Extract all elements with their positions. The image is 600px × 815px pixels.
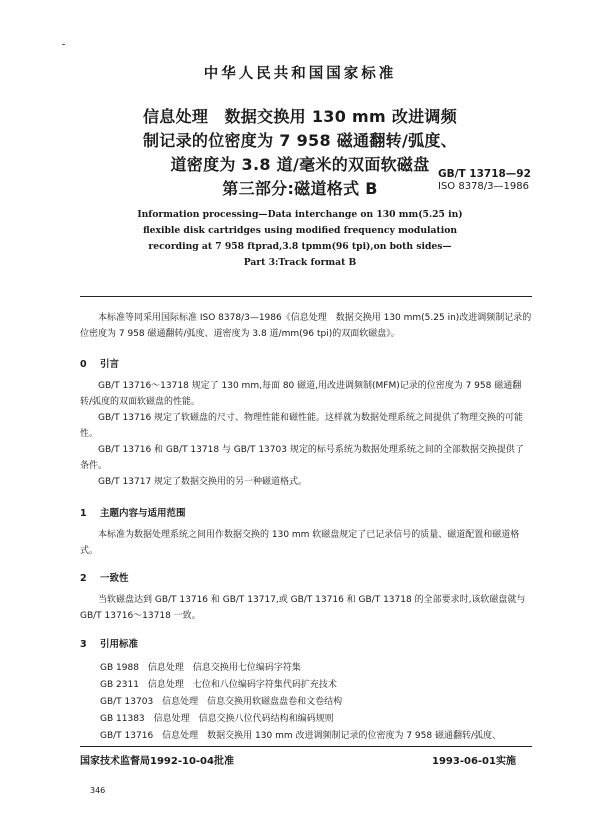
english-title-line-2: flexible disk cartridges using modified frequency modulation bbox=[142, 225, 458, 236]
section-0-paragraph-3: GB/T 13716 和 GB/T 13718 与 GB/T 13703 规定的标号系统为数据处理系统之间的全部数据交换提供了条件。 bbox=[80, 445, 524, 471]
iso-number: ISO 8378/3—1986 bbox=[438, 181, 529, 192]
standard-number: GB/T 13718—92 bbox=[438, 168, 531, 180]
section-0-paragraph-2: GB/T 13716 规定了软磁盘的尺寸、物理性能和磁性能。这样就为数据处理系统之间提供了物理交换的可能性。 bbox=[80, 413, 524, 439]
header-divider bbox=[80, 296, 532, 297]
section-title: 一致性 bbox=[100, 573, 129, 584]
scan-speck bbox=[62, 44, 65, 45]
section-number: 3 bbox=[80, 639, 87, 650]
reference-item: GB/T 13716 信息处理 数据交换用 130 mm 改进调频制记录的位密度为 7 958 磁通翻转/弧度、 bbox=[100, 731, 501, 741]
page-number: 346 bbox=[90, 786, 106, 795]
section-3-heading bbox=[80, 636, 138, 650]
footer-divider bbox=[80, 746, 532, 747]
section-0-heading bbox=[80, 356, 119, 370]
section-title: 引言 bbox=[100, 359, 120, 370]
english-title-line-3: recording at 7 958 ftprad,3.8 tpmm(96 tpi),on both sides— bbox=[148, 241, 452, 252]
reference-item: GB 1988 信息处理 信息交换用七位编码字符集 bbox=[100, 663, 301, 673]
section-2-paragraph: 当软磁盘达到 GB/T 13716 和 GB/T 13717,或 GB/T 13716 和 GB/T 13718 的全部要求时,该软磁盘就与 GB/T 13716～13718 一致。 bbox=[80, 595, 526, 621]
section-0-paragraph-1: GB/T 13716～13718 规定了 130 mm,每面 80 磁道,用改进调频制(MFM)记录的位密度为 7 958 磁通翻转/弧度的双面软磁盘的性能。 bbox=[80, 381, 522, 407]
approval-date: 国家技术监督局1992-10-04批准 bbox=[80, 756, 234, 767]
section-1-paragraph: 本标准为数据处理系统之间用作数据交换的 130 mm 软磁盘规定了已记录信号的质量、磁道配置和磁道格式。 bbox=[80, 530, 520, 556]
title-line-2: 制记录的位密度为 7 958 磁通翻转/弧度、 bbox=[143, 131, 457, 150]
implementation-date: 1993-06-01实施 bbox=[432, 756, 516, 767]
intro-paragraph: 本标准等同采用国际标准 ISO 8378/3—1986《信息处理 数据交换用 130 mm(5.25 in)改进调频制记录的位密度为 7 958 磁通翻转/弧度、道密度为 3.8 道/mm(96 tpi)的双面软磁盘》。 bbox=[80, 313, 532, 339]
section-title: 引用标准 bbox=[100, 639, 139, 650]
reference-item: GB 11383 信息处理 信息交换八位代码结构和编码规则 bbox=[100, 714, 334, 724]
section-number: 2 bbox=[80, 573, 87, 584]
national-standard-heading: 中华人民共和国国家标准 bbox=[203, 66, 397, 82]
section-0-paragraph-4: GB/T 13717 规定了数据交换用的另一种磁道格式。 bbox=[98, 477, 308, 487]
section-number: 1 bbox=[80, 508, 87, 519]
section-1-heading bbox=[80, 505, 186, 519]
english-title-line-4: Part 3:Track format B bbox=[243, 257, 357, 268]
title-line-1: 信息处理 数据交换用 130 mm 改进调频 bbox=[142, 107, 458, 126]
section-number: 0 bbox=[80, 359, 87, 370]
reference-item: GB/T 13703 信息处理 信息交换用软磁盘盘卷和文卷结构 bbox=[100, 697, 343, 707]
english-title-line-1: Information processing—Data interchange on 130 mm(5.25 in) bbox=[137, 209, 463, 220]
section-title: 主题内容与适用范围 bbox=[100, 508, 186, 519]
title-line-3: 道密度为 3.8 道/毫米的双面软磁盘 bbox=[170, 155, 430, 174]
section-2-heading bbox=[80, 570, 129, 584]
reference-item: GB 2311 信息处理 七位和八位编码字符集代码扩充技术 bbox=[100, 680, 337, 690]
title-line-4: 第三部分:磁道格式 B bbox=[222, 179, 378, 198]
